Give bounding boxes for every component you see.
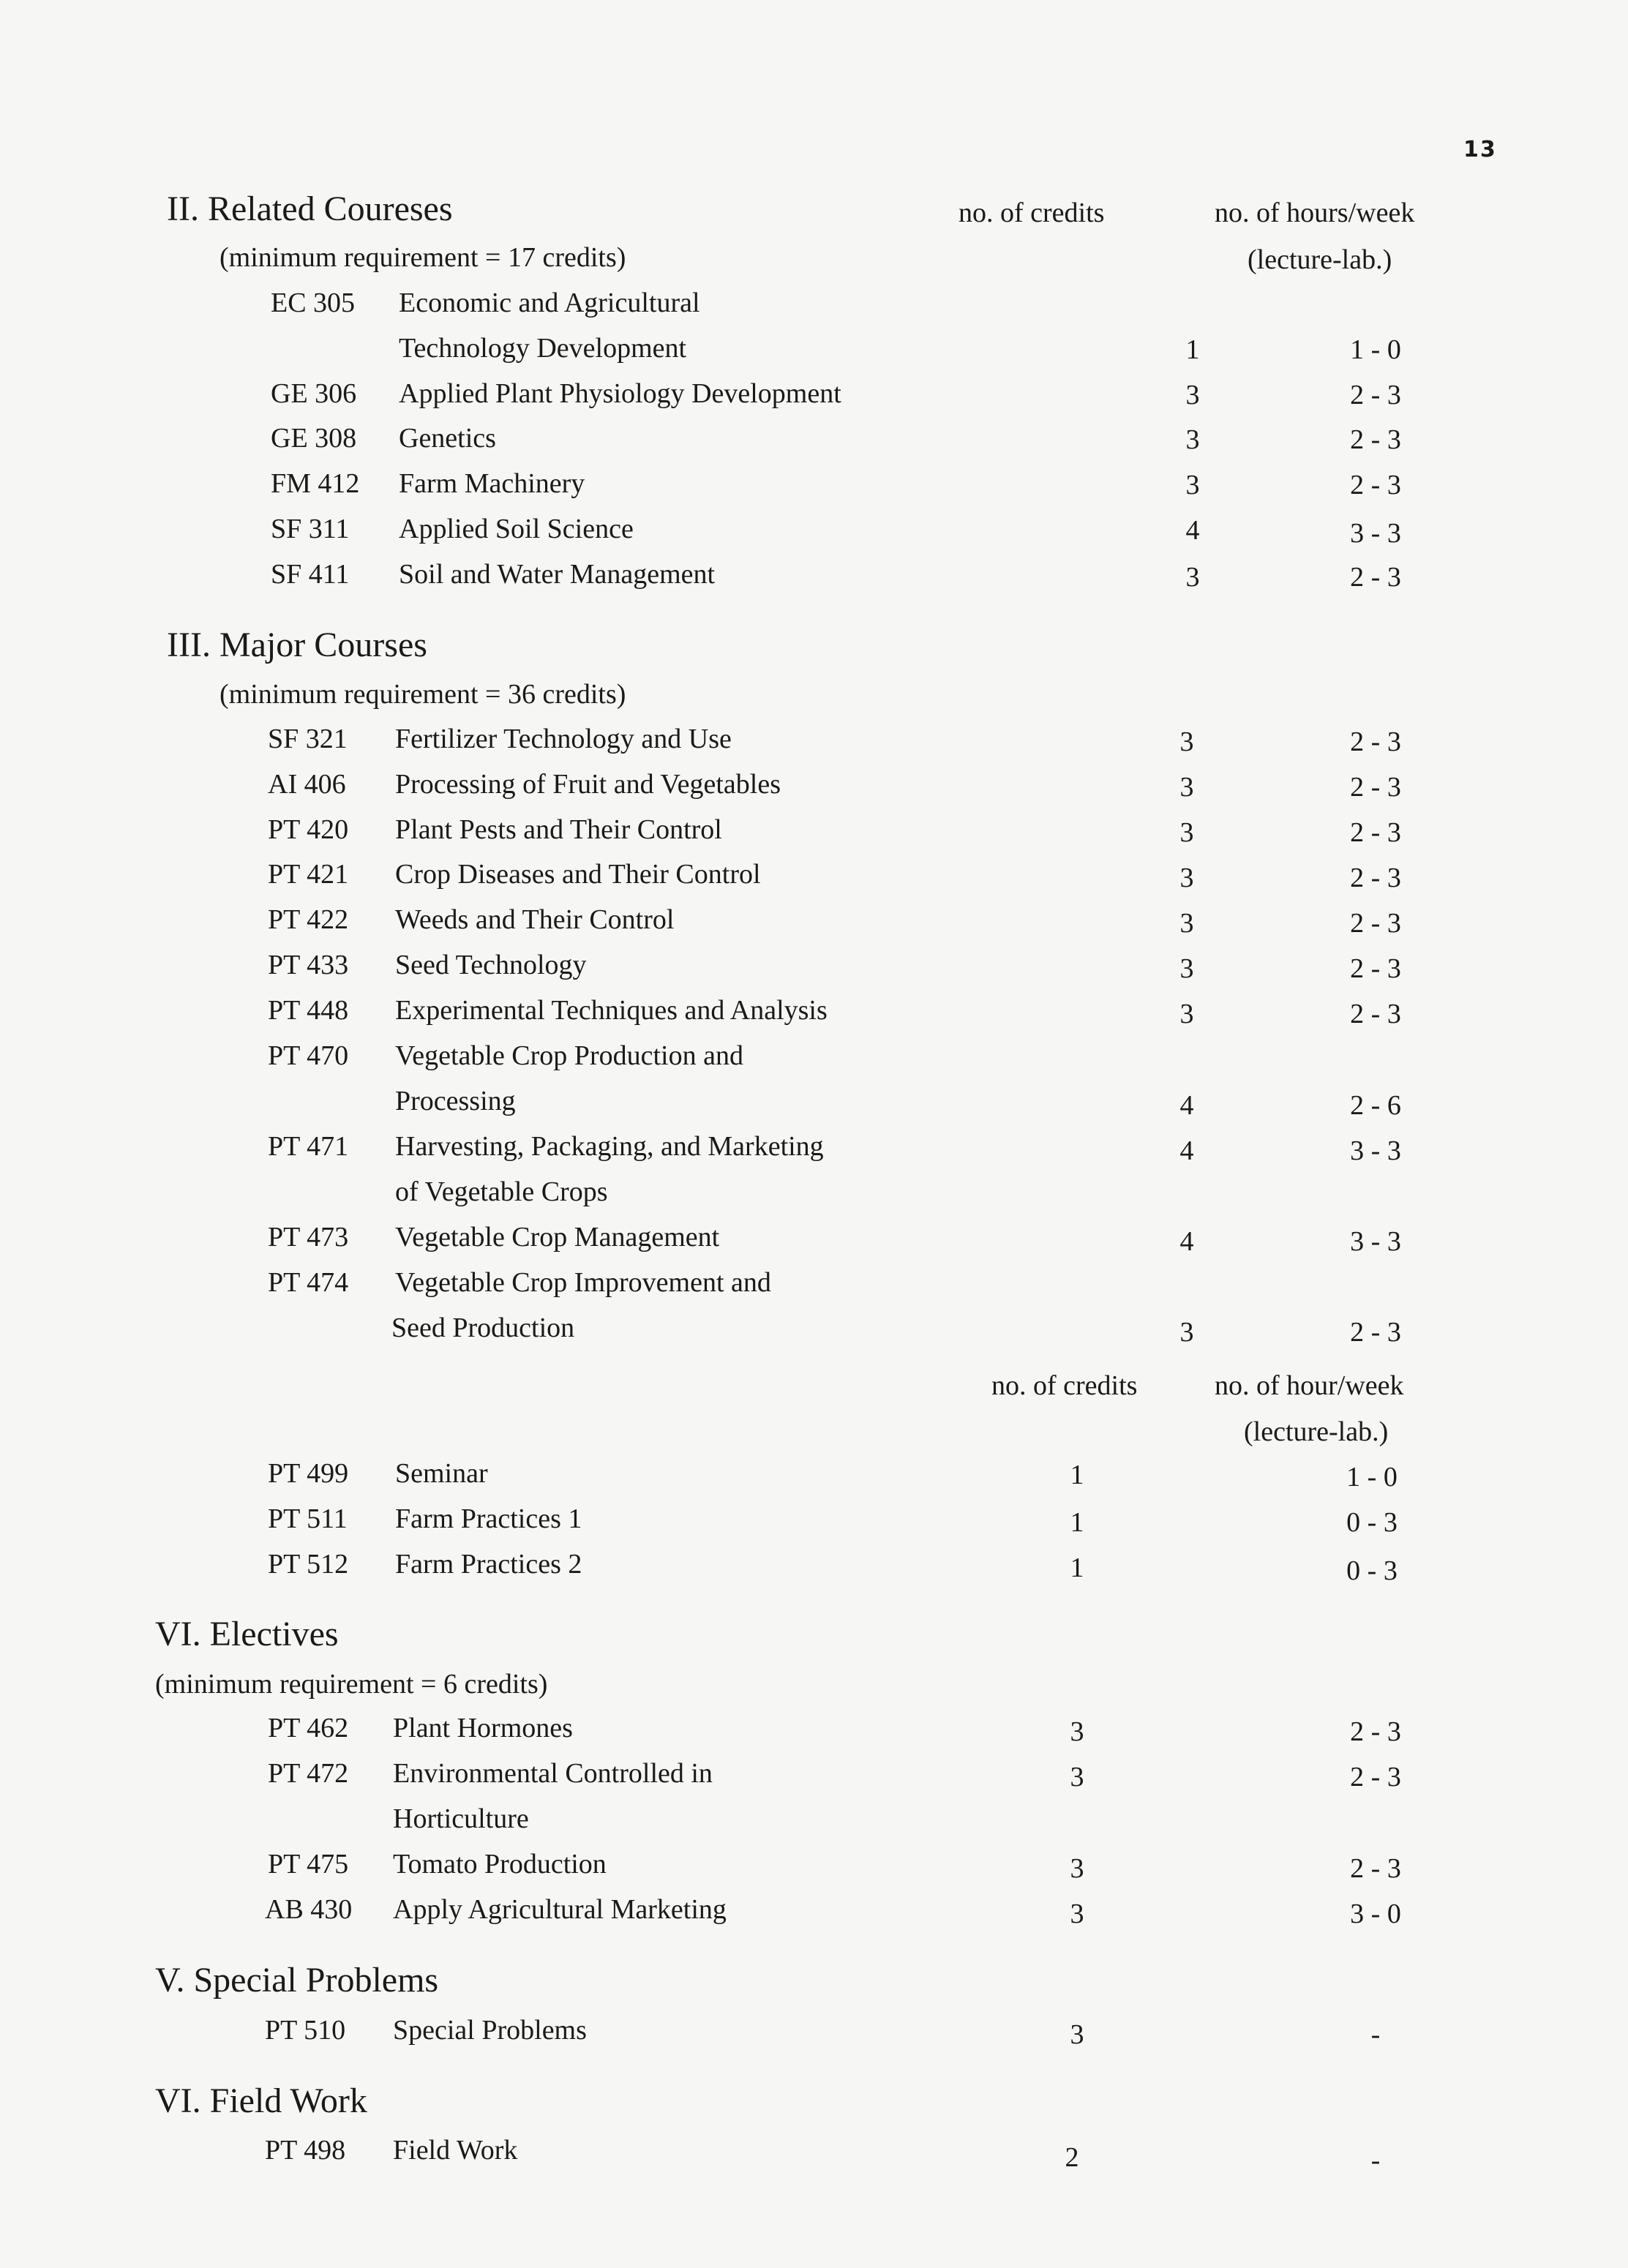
section-heading-field: VI. Field Work [155, 2081, 367, 2120]
course-credits: 4 [1179, 1090, 1194, 1121]
col-header-credits: no. of credits [959, 198, 1105, 228]
course-hours: 2 - 3 [1350, 908, 1401, 939]
course-title-cont: Processing [395, 1086, 516, 1116]
section-heading-related: II. Related Coureses [167, 189, 453, 228]
min-requirement-major: (minimum requirement = 36 credits) [220, 679, 626, 710]
course-hours: 2 - 3 [1350, 470, 1401, 500]
col-header-hours-2: no. of hour/week [1215, 1370, 1404, 1401]
course-code: FM 412 [271, 468, 360, 499]
course-code: SF 321 [268, 724, 348, 754]
course-code: SF 411 [271, 559, 350, 590]
course-title: Genetics [399, 423, 496, 454]
course-code: PT 471 [268, 1131, 349, 1162]
course-title: Seminar [395, 1458, 488, 1489]
course-title: Farm Machinery [399, 468, 585, 499]
course-hours: 2 - 3 [1350, 1317, 1401, 1348]
course-code: PT 498 [265, 2135, 346, 2166]
course-title: Processing of Fruit and Vegetables [395, 769, 781, 800]
course-title: Farm Practices 2 [395, 1549, 582, 1580]
course-title: Vegetable Crop Production and [395, 1040, 743, 1071]
course-credits: 3 [1070, 1716, 1084, 1747]
course-hours: - [1370, 2145, 1381, 2176]
course-code: GE 308 [271, 423, 357, 454]
course-code: PT 499 [268, 1458, 349, 1489]
course-hours: 2 - 3 [1350, 1716, 1401, 1747]
course-hours: 3 - 3 [1350, 1135, 1401, 1166]
course-code: PT 420 [268, 814, 349, 845]
course-hours: 2 - 3 [1350, 953, 1401, 984]
course-credits: 3 [1179, 863, 1194, 893]
course-code: PT 474 [268, 1267, 349, 1298]
course-code: PT 473 [268, 1222, 349, 1253]
course-title: Apply Agricultural Marketing [393, 1894, 727, 1925]
course-code: SF 311 [271, 514, 350, 544]
course-credits: 3 [1179, 817, 1194, 848]
section-heading-major: III. Major Courses [167, 626, 427, 664]
course-credits: 4 [1185, 515, 1200, 546]
course-title: Applied Soil Science [399, 514, 634, 544]
course-title: Harvesting, Packaging, and Marketing [395, 1131, 824, 1162]
course-credits: 3 [1179, 726, 1194, 757]
course-title-cont: Seed Production [391, 1313, 575, 1343]
course-hours: 2 - 3 [1350, 1762, 1401, 1792]
course-title: Applied Plant Physiology Development [399, 378, 841, 409]
course-hours: 3 - 0 [1350, 1899, 1401, 1929]
course-title: Environmental Controlled in [393, 1758, 713, 1789]
course-title: Vegetable Crop Improvement and [395, 1267, 771, 1298]
course-hours: 2 - 3 [1350, 1853, 1401, 1884]
page-number: 13 [1463, 137, 1497, 162]
course-title-cont: Technology Development [399, 333, 687, 364]
course-title: Soil and Water Management [399, 559, 716, 590]
course-credits: 3 [1185, 562, 1200, 593]
course-credits: 2 [1065, 2142, 1079, 2173]
course-credits: 3 [1179, 908, 1194, 939]
course-code: AI 406 [268, 769, 346, 800]
course-credits: 3 [1070, 2019, 1084, 2050]
course-title: Vegetable Crop Management [395, 1222, 720, 1253]
course-code: GE 306 [271, 378, 357, 409]
course-code: PT 511 [268, 1503, 348, 1534]
course-hours: 2 - 3 [1350, 999, 1401, 1029]
course-hours: 3 - 3 [1350, 518, 1401, 549]
course-title-cont: of Vegetable Crops [395, 1176, 608, 1207]
course-code: PT 470 [268, 1040, 349, 1071]
course-title: Tomato Production [393, 1849, 607, 1880]
course-code: PT 422 [268, 904, 349, 935]
course-credits: 3 [1070, 1899, 1084, 1929]
course-code: PT 512 [268, 1549, 349, 1580]
course-credits: 1 [1070, 1507, 1084, 1538]
course-hours: 3 - 3 [1350, 1226, 1401, 1257]
course-hours: 2 - 6 [1350, 1090, 1401, 1121]
course-title: Weeds and Their Control [395, 904, 675, 935]
course-code: PT 475 [268, 1849, 349, 1880]
course-hours: 0 - 3 [1346, 1507, 1398, 1538]
course-credits: 3 [1185, 470, 1200, 500]
course-code: PT 448 [268, 995, 349, 1026]
course-credits: 3 [1185, 380, 1200, 410]
course-code: EC 305 [271, 288, 356, 318]
course-code: PT 462 [268, 1713, 349, 1743]
course-title: Plant Hormones [393, 1713, 573, 1743]
course-hours: 1 - 0 [1350, 334, 1401, 365]
course-credits: 1 [1070, 1460, 1084, 1490]
course-credits: 3 [1185, 424, 1200, 455]
course-code: PT 421 [268, 859, 349, 890]
course-hours: 2 - 3 [1350, 863, 1401, 893]
col-header-credits-2: no. of credits [991, 1370, 1138, 1401]
course-title: Crop Diseases and Their Control [395, 859, 761, 890]
course-code: PT 510 [265, 2015, 346, 2046]
course-hours: 0 - 3 [1346, 1555, 1398, 1586]
course-credits: 4 [1179, 1226, 1194, 1257]
course-credits: 3 [1179, 953, 1194, 984]
course-title: Special Problems [393, 2015, 587, 2046]
course-hours: 2 - 3 [1350, 772, 1401, 803]
section-heading-special: V. Special Problems [155, 1961, 439, 1999]
course-credits: 3 [1070, 1762, 1084, 1792]
min-requirement-related: (minimum requirement = 17 credits) [220, 242, 626, 273]
col-header-hours: no. of hours/week [1215, 198, 1415, 228]
course-hours: 1 - 0 [1346, 1462, 1398, 1492]
course-title: Economic and Agricultural [399, 288, 700, 318]
course-title: Experimental Techniques and Analysis [395, 995, 828, 1026]
course-credits: 3 [1179, 772, 1194, 803]
course-hours: - [1370, 2019, 1381, 2050]
min-requirement-electives: (minimum requirement = 6 credits) [155, 1669, 548, 1700]
course-hours: 2 - 3 [1350, 726, 1401, 757]
col-header-hours-sub-2: (lecture-lab.) [1244, 1416, 1389, 1447]
course-title: Plant Pests and Their Control [395, 814, 722, 845]
course-title: Field Work [393, 2135, 518, 2166]
course-credits: 3 [1179, 999, 1194, 1029]
course-credits: 1 [1185, 334, 1200, 365]
course-hours: 2 - 3 [1350, 562, 1401, 593]
course-title-cont: Horticulture [393, 1803, 529, 1834]
course-credits: 1 [1070, 1552, 1084, 1583]
course-code: AB 430 [265, 1894, 353, 1925]
course-hours: 2 - 3 [1350, 424, 1401, 455]
course-credits: 4 [1179, 1135, 1194, 1166]
section-heading-electives: VI. Electives [155, 1615, 339, 1653]
course-code: PT 433 [268, 950, 349, 980]
course-title: Farm Practices 1 [395, 1503, 582, 1534]
course-code: PT 472 [268, 1758, 349, 1789]
course-title: Fertilizer Technology and Use [395, 724, 732, 754]
col-header-hours-sub: (lecture-lab.) [1248, 244, 1392, 275]
course-hours: 2 - 3 [1350, 380, 1401, 410]
course-hours: 2 - 3 [1350, 817, 1401, 848]
course-credits: 3 [1179, 1317, 1194, 1348]
course-title: Seed Technology [395, 950, 587, 980]
course-credits: 3 [1070, 1853, 1084, 1884]
